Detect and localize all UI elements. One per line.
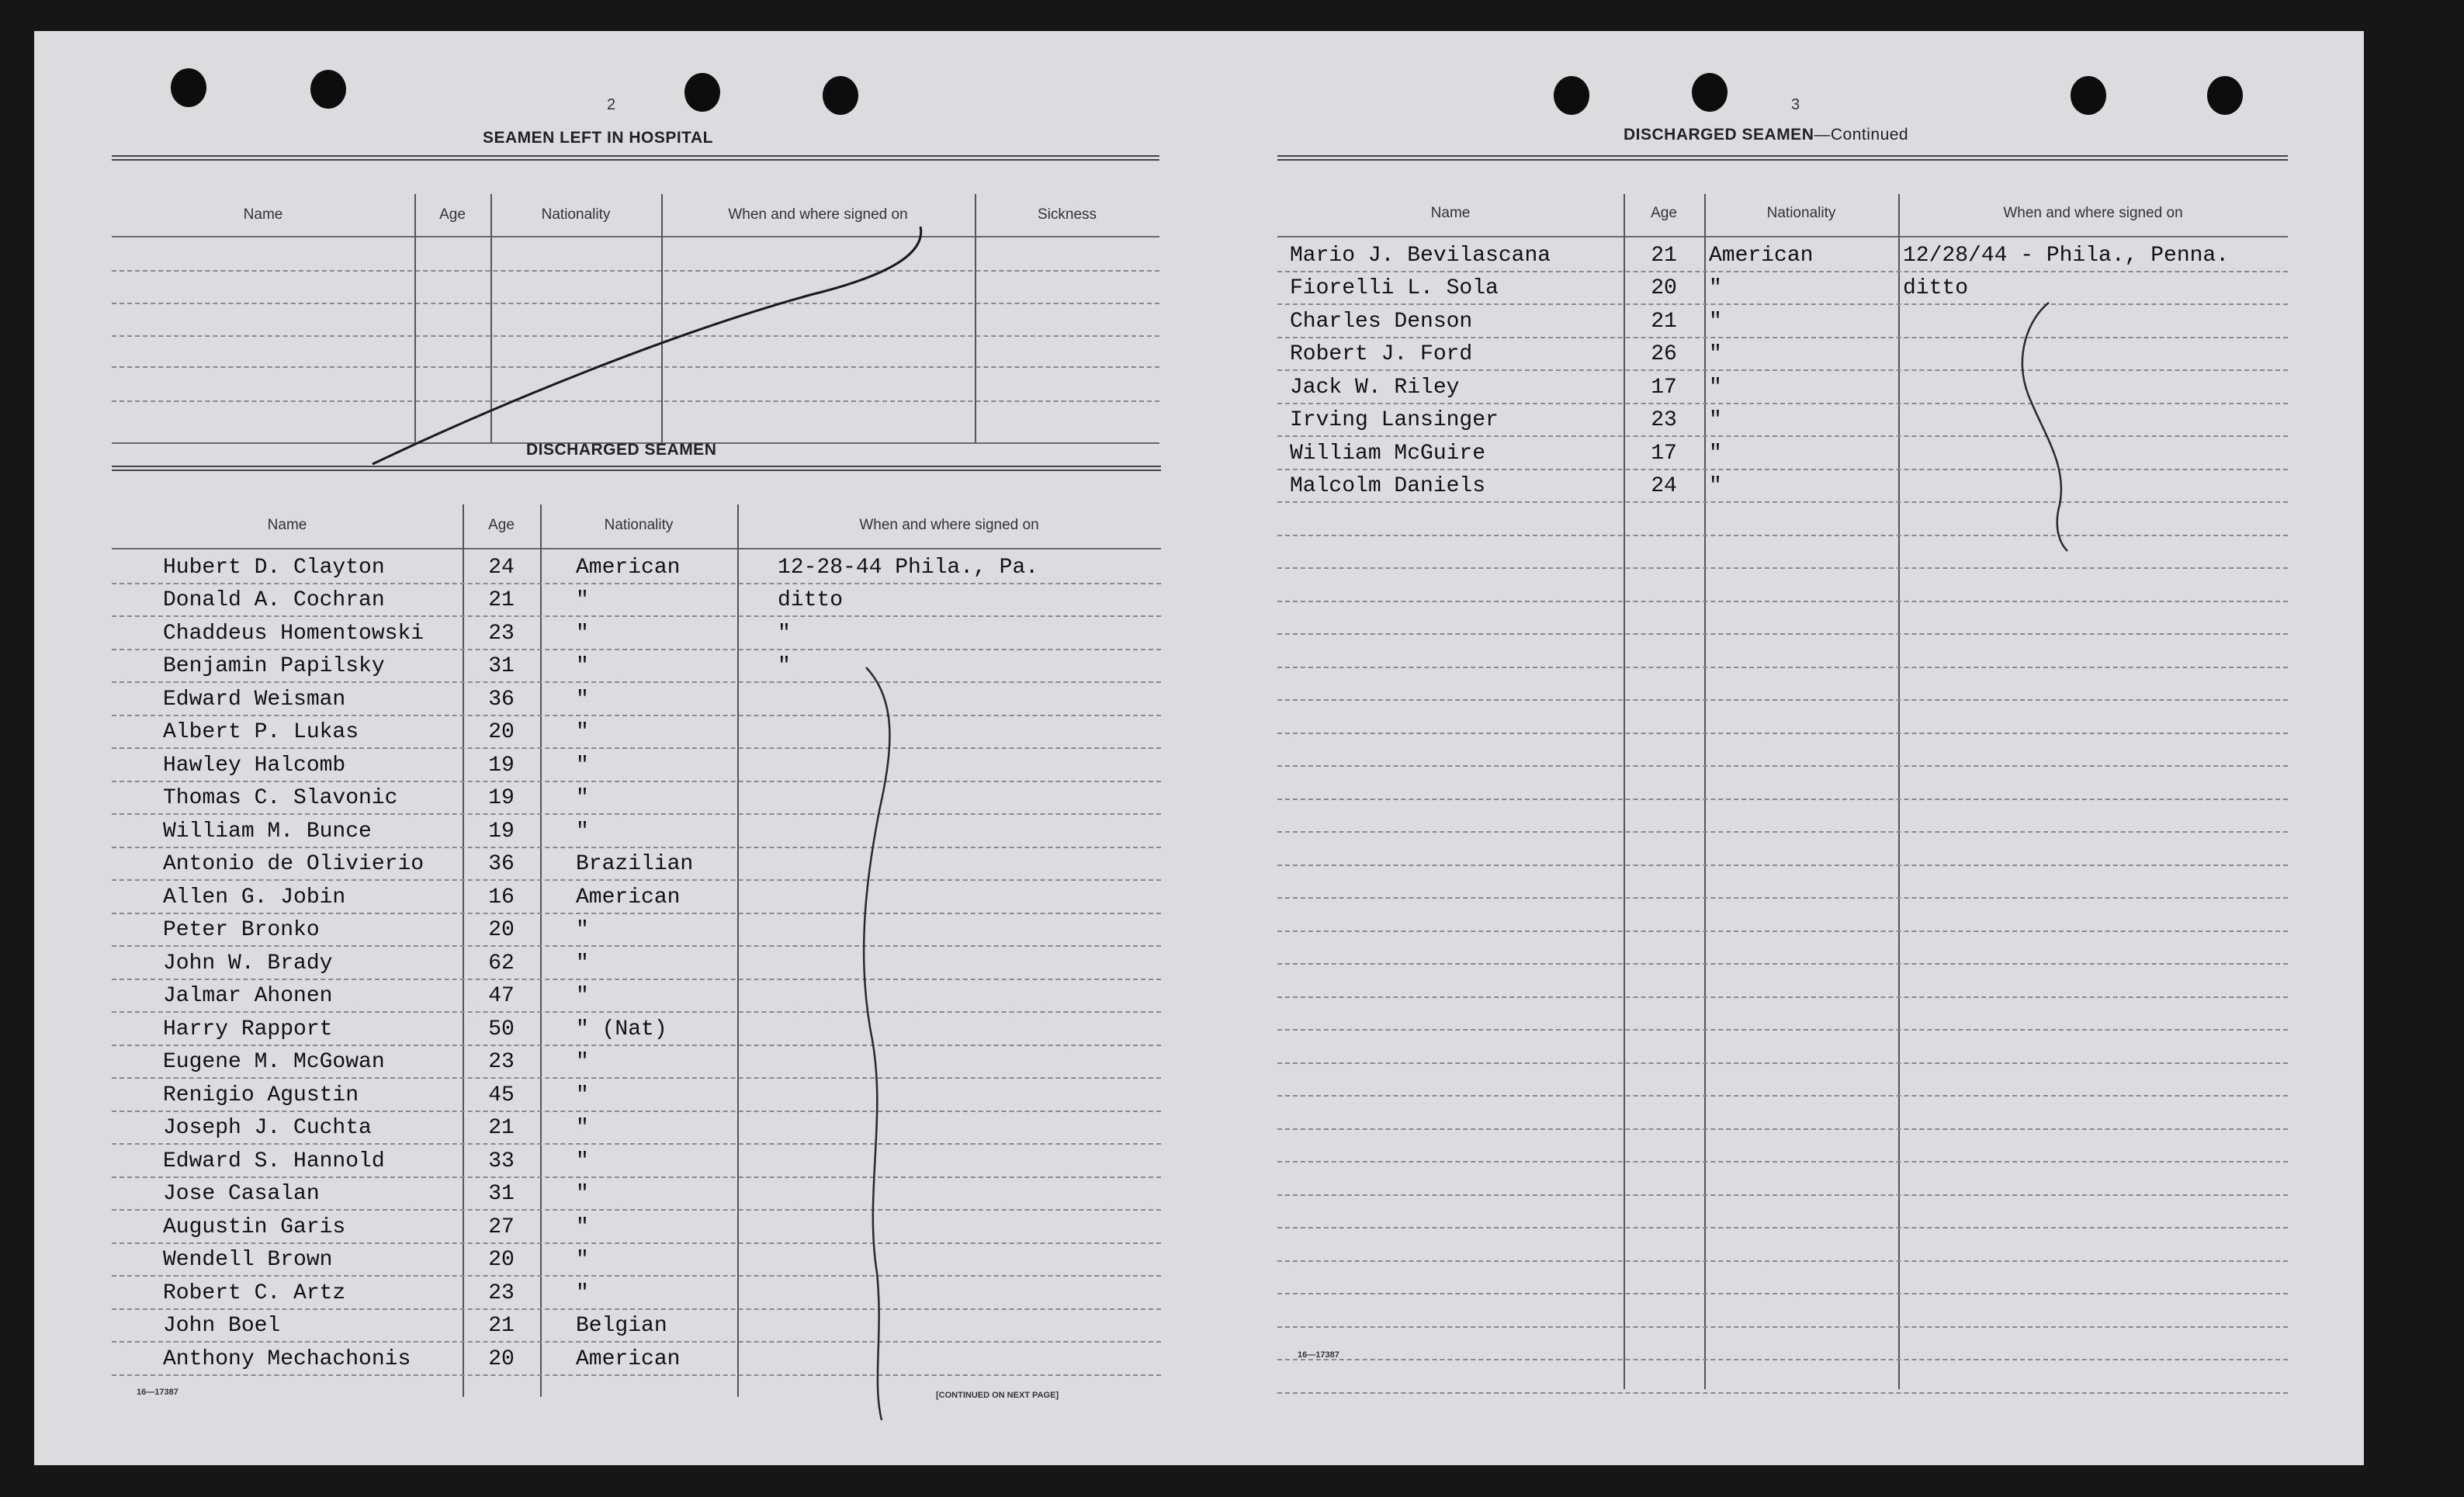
cell-age: 27: [488, 1215, 515, 1239]
cell-age: 20: [488, 918, 515, 942]
cell-name: Robert C. Artz: [163, 1280, 346, 1305]
ditto-brace-mark: [1206, 31, 2364, 1465]
cell-age: 21: [1651, 243, 1677, 268]
cell-signed: ditto: [778, 588, 844, 612]
cell-nat: ": [576, 786, 589, 810]
cell-age: 20: [488, 1248, 515, 1272]
cell-nat: American: [576, 555, 681, 580]
cell-age: 20: [1651, 276, 1677, 300]
cell-name: Hawley Halcomb: [163, 753, 346, 778]
cell-nat: ": [576, 720, 589, 744]
cell-age: 31: [488, 654, 515, 678]
cell-age: 50: [488, 1017, 515, 1041]
form-number: 16—17387: [137, 1388, 178, 1397]
cell-nat: Belgian: [576, 1314, 667, 1338]
cell-nat: ": [576, 819, 589, 844]
cell-nat: ": [1709, 375, 1722, 400]
col-header-name: Name: [267, 517, 307, 533]
cell-name: Allen G. Jobin: [163, 885, 346, 910]
ditto-line-mark: [34, 31, 1206, 1465]
col-header-sickness: Sickness: [1037, 206, 1097, 223]
cell-name: Albert P. Lukas: [163, 720, 359, 744]
cell-nat: ": [576, 1116, 589, 1140]
cell-name: Fiorelli L. Sola: [1290, 276, 1499, 300]
left-page: [34, 31, 1206, 1465]
cell-age: 20: [488, 720, 515, 744]
cell-nat: ": [576, 1050, 589, 1074]
cell-age: 21: [488, 1116, 515, 1140]
cell-nat: ": [576, 1182, 589, 1206]
cell-nat: ": [576, 951, 589, 975]
cell-nat: ": [576, 588, 589, 612]
cell-nat: ": [576, 1083, 589, 1107]
cell-age: 21: [488, 1314, 515, 1338]
cell-name: Irving Lansinger: [1290, 408, 1499, 432]
col-header-age: Age: [1651, 205, 1677, 221]
cell-age: 62: [488, 951, 515, 975]
cell-age: 23: [488, 621, 515, 646]
cell-nat: ": [576, 687, 589, 712]
cell-age: 16: [488, 885, 515, 910]
cell-age: 26: [1651, 342, 1677, 366]
cell-name: Jalmar Ahonen: [163, 984, 333, 1008]
cell-signed: 12/28/44 - Phila., Penna.: [1903, 243, 2230, 268]
cell-nat: American: [576, 1346, 681, 1371]
cell-age: 17: [1651, 375, 1677, 400]
page-number: 3: [1791, 96, 1800, 113]
col-header-signed-on: When and where signed on: [728, 206, 908, 223]
cell-nat: American: [576, 885, 681, 910]
cell-name: Jose Casalan: [163, 1182, 320, 1206]
cell-name: Peter Bronko: [163, 918, 320, 942]
cell-age: 17: [1651, 441, 1677, 466]
document-sheet: [34, 31, 2364, 1465]
title-main: DISCHARGED SEAMEN: [1624, 126, 1814, 144]
hospital-title: SEAMEN LEFT IN HOSPITAL: [483, 129, 713, 147]
cell-name: Eugene M. McGowan: [163, 1050, 385, 1074]
cell-name: Chaddeus Homentowski: [163, 621, 425, 646]
cell-nat: ": [1709, 474, 1722, 498]
cell-nat: ": [1709, 309, 1722, 334]
cell-nat: ": [576, 654, 589, 678]
cell-age: 33: [488, 1149, 515, 1173]
cell-name: Donald A. Cochran: [163, 588, 385, 612]
cell-name: Renigio Agustin: [163, 1083, 359, 1107]
cell-age: 23: [488, 1280, 515, 1305]
col-header-nationality: Nationality: [541, 206, 611, 223]
cell-age: 36: [488, 687, 515, 712]
cell-nat: ": [576, 753, 589, 778]
cell-name: Anthony Mechachonis: [163, 1346, 411, 1371]
cell-name: Edward Weisman: [163, 687, 346, 712]
cell-name: John W. Brady: [163, 951, 333, 975]
discharged-title: DISCHARGED SEAMEN: [526, 441, 717, 459]
cell-name: John Boel: [163, 1314, 281, 1338]
cell-age: 21: [488, 588, 515, 612]
cell-nat: ": [576, 621, 589, 646]
cell-name: Jack W. Riley: [1290, 375, 1460, 400]
cell-name: Thomas C. Slavonic: [163, 786, 398, 810]
cell-name: Hubert D. Clayton: [163, 555, 385, 580]
col-header-signed-on: When and where signed on: [859, 517, 1039, 533]
cell-nat: ": [576, 1149, 589, 1173]
cell-name: Augustin Garis: [163, 1215, 346, 1239]
cell-name: Edward S. Hannold: [163, 1149, 385, 1173]
col-header-nationality: Nationality: [604, 517, 674, 533]
cell-nat: ": [576, 984, 589, 1008]
cell-nat: ": [576, 1280, 589, 1305]
cell-name: Wendell Brown: [163, 1248, 333, 1272]
form-number: 16—17387: [1298, 1350, 1339, 1360]
right-page: [1206, 31, 2364, 1465]
col-header-nationality: Nationality: [1766, 205, 1836, 221]
cell-age: 19: [488, 786, 515, 810]
col-header-age: Age: [488, 517, 515, 533]
cell-name: Joseph J. Cuchta: [163, 1116, 372, 1140]
col-header-signed-on: When and where signed on: [2003, 205, 2183, 221]
col-header-name: Name: [1430, 205, 1471, 221]
cell-name: Mario J. Bevilascana: [1290, 243, 1551, 268]
page-number: 2: [607, 96, 616, 113]
col-header-age: Age: [439, 206, 466, 223]
cell-age: 19: [488, 753, 515, 778]
cell-signed: ": [778, 654, 791, 678]
cell-nat: " (Nat): [576, 1017, 667, 1041]
continued-note: [CONTINUED ON NEXT PAGE]: [936, 1391, 1059, 1400]
cell-age: 47: [488, 984, 515, 1008]
cell-signed: ": [778, 621, 791, 646]
title-continued: —Continued: [1814, 126, 1909, 144]
cell-age: 24: [488, 555, 515, 580]
cell-age: 23: [1651, 408, 1677, 432]
cell-name: William McGuire: [1290, 441, 1486, 466]
cell-age: 36: [488, 852, 515, 876]
cell-name: Malcolm Daniels: [1290, 474, 1486, 498]
cell-nat: Brazilian: [576, 852, 694, 876]
cell-age: 31: [488, 1182, 515, 1206]
cell-age: 19: [488, 819, 515, 844]
cell-signed: ditto: [1903, 276, 1969, 300]
cell-nat: ": [576, 1248, 589, 1272]
cell-age: 23: [488, 1050, 515, 1074]
cell-signed: 12-28-44 Phila., Pa.: [778, 555, 1039, 580]
cell-nat: ": [576, 1215, 589, 1239]
cell-nat: ": [1709, 342, 1722, 366]
cell-age: 20: [488, 1346, 515, 1371]
cell-name: Charles Denson: [1290, 309, 1473, 334]
col-header-name: Name: [243, 206, 283, 223]
cell-name: Harry Rapport: [163, 1017, 333, 1041]
cell-nat: American: [1709, 243, 1814, 268]
cell-age: 21: [1651, 309, 1677, 334]
cell-nat: ": [1709, 276, 1722, 300]
cell-name: Robert J. Ford: [1290, 342, 1473, 366]
cell-age: 45: [488, 1083, 515, 1107]
cell-nat: ": [576, 918, 589, 942]
cell-name: William M. Bunce: [163, 819, 372, 844]
cell-age: 24: [1651, 474, 1677, 498]
cell-name: Antonio de Olivierio: [163, 852, 425, 876]
cell-nat: ": [1709, 441, 1722, 466]
cell-name: Benjamin Papilsky: [163, 654, 385, 678]
cell-nat: ": [1709, 408, 1722, 432]
